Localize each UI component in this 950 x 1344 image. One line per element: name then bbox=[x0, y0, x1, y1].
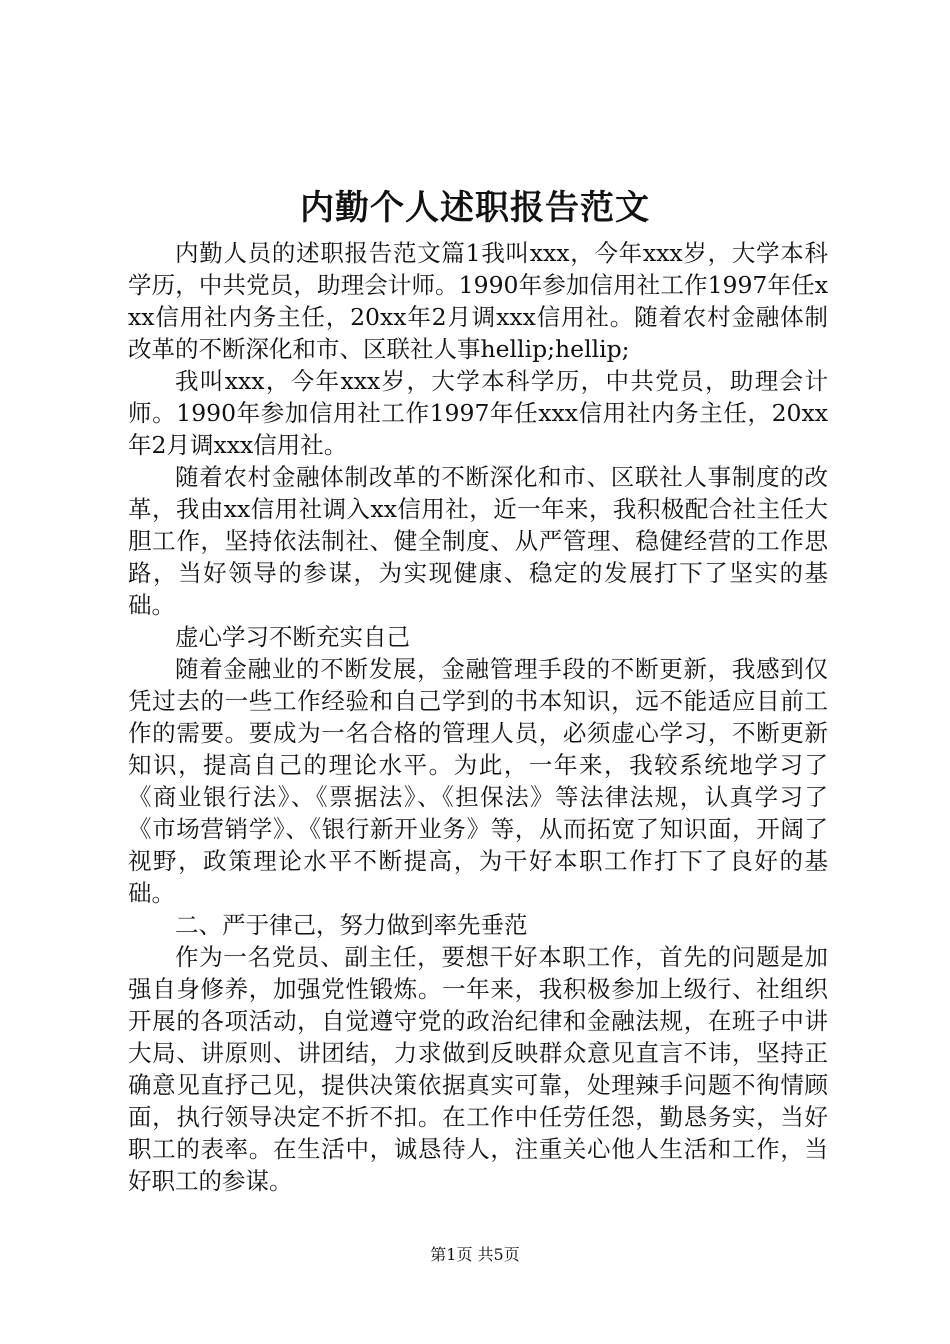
document-body bbox=[128, 237, 828, 1197]
document-title: 内勤个人述职报告范文 bbox=[300, 188, 650, 228]
section-heading-study: 虚心学习不断充实自己 bbox=[175, 623, 410, 651]
section-heading-discipline: 二、严于律己，努力做到率先垂范 bbox=[175, 911, 528, 939]
paragraph-discipline: 作为一名党员、副主任，要想干好本职工作，首先的问题是加强自身修养，加强党性锻炼。一年来，我积极参加上级行、社组织开展的各项活动，自觉遵守党的政治纪律和金融法规，在班子中讲大局、讲原则、讲团结，力求做到反映群众意见直言不讳，坚持正确意见直抒己见，提供决策依据真实可靠，处理辣手问题不徇情顾面，执行领导决定不折不扣。在工作中任劳任怨，勤恳务实，当好职工的表率。在生活中，诚恳待人，注重关心他人生活和工作，当好职工的参谋。 bbox=[128, 943, 828, 1195]
paragraph-background: 随着农村金融体制改革的不断深化和市、区联社人事制度的改革，我由xx信用社调入xx信用社，近一年来，我积极配合社主任大胆工作，坚持依法制社、健全制度、从严管理、稳健经营的工作思路，当好领导的参谋，为实现健康、稳定的发展打下了坚实的基础。 bbox=[128, 463, 828, 619]
paragraph-study: 随着金融业的不断发展，金融管理手段的不断更新，我感到仅凭过去的一些工作经验和自己学到的书本知识，远不能适应目前工作的需要。要成为一名合格的管理人员，必须虚心学习，不断更新知识，提高自己的理论水平。为此，一年来，我较系统地学习了《商业银行法》、《票据法》、《担保法》等法律法规，认真学习了《市场营销学》、《银行新开业务》等，从而拓宽了知识面，开阔了视野，政策理论水平不断提高，为干好本职工作打下了良好的基础。 bbox=[128, 655, 828, 907]
paragraph-intro: 内勤人员的述职报告范文篇1我叫xxx，今年xxx岁，大学本科学历，中共党员，助理会计师。1990年参加信用社工作1997年任xxx信用社内务主任，20xx年2月调xxx信用社。随着农村金融体制改革的不断深化和市、区联社人事hellip;hellip; bbox=[128, 239, 828, 363]
paragraph-self-introduction: 我叫xxx，今年xxx岁，大学本科学历，中共党员，助理会计师。1990年参加信用社工作1997年任xxx信用社内务主任，20xx年2月调xxx信用社。 bbox=[128, 367, 828, 459]
page-footer: 第1页 共5页 bbox=[430, 1245, 520, 1264]
